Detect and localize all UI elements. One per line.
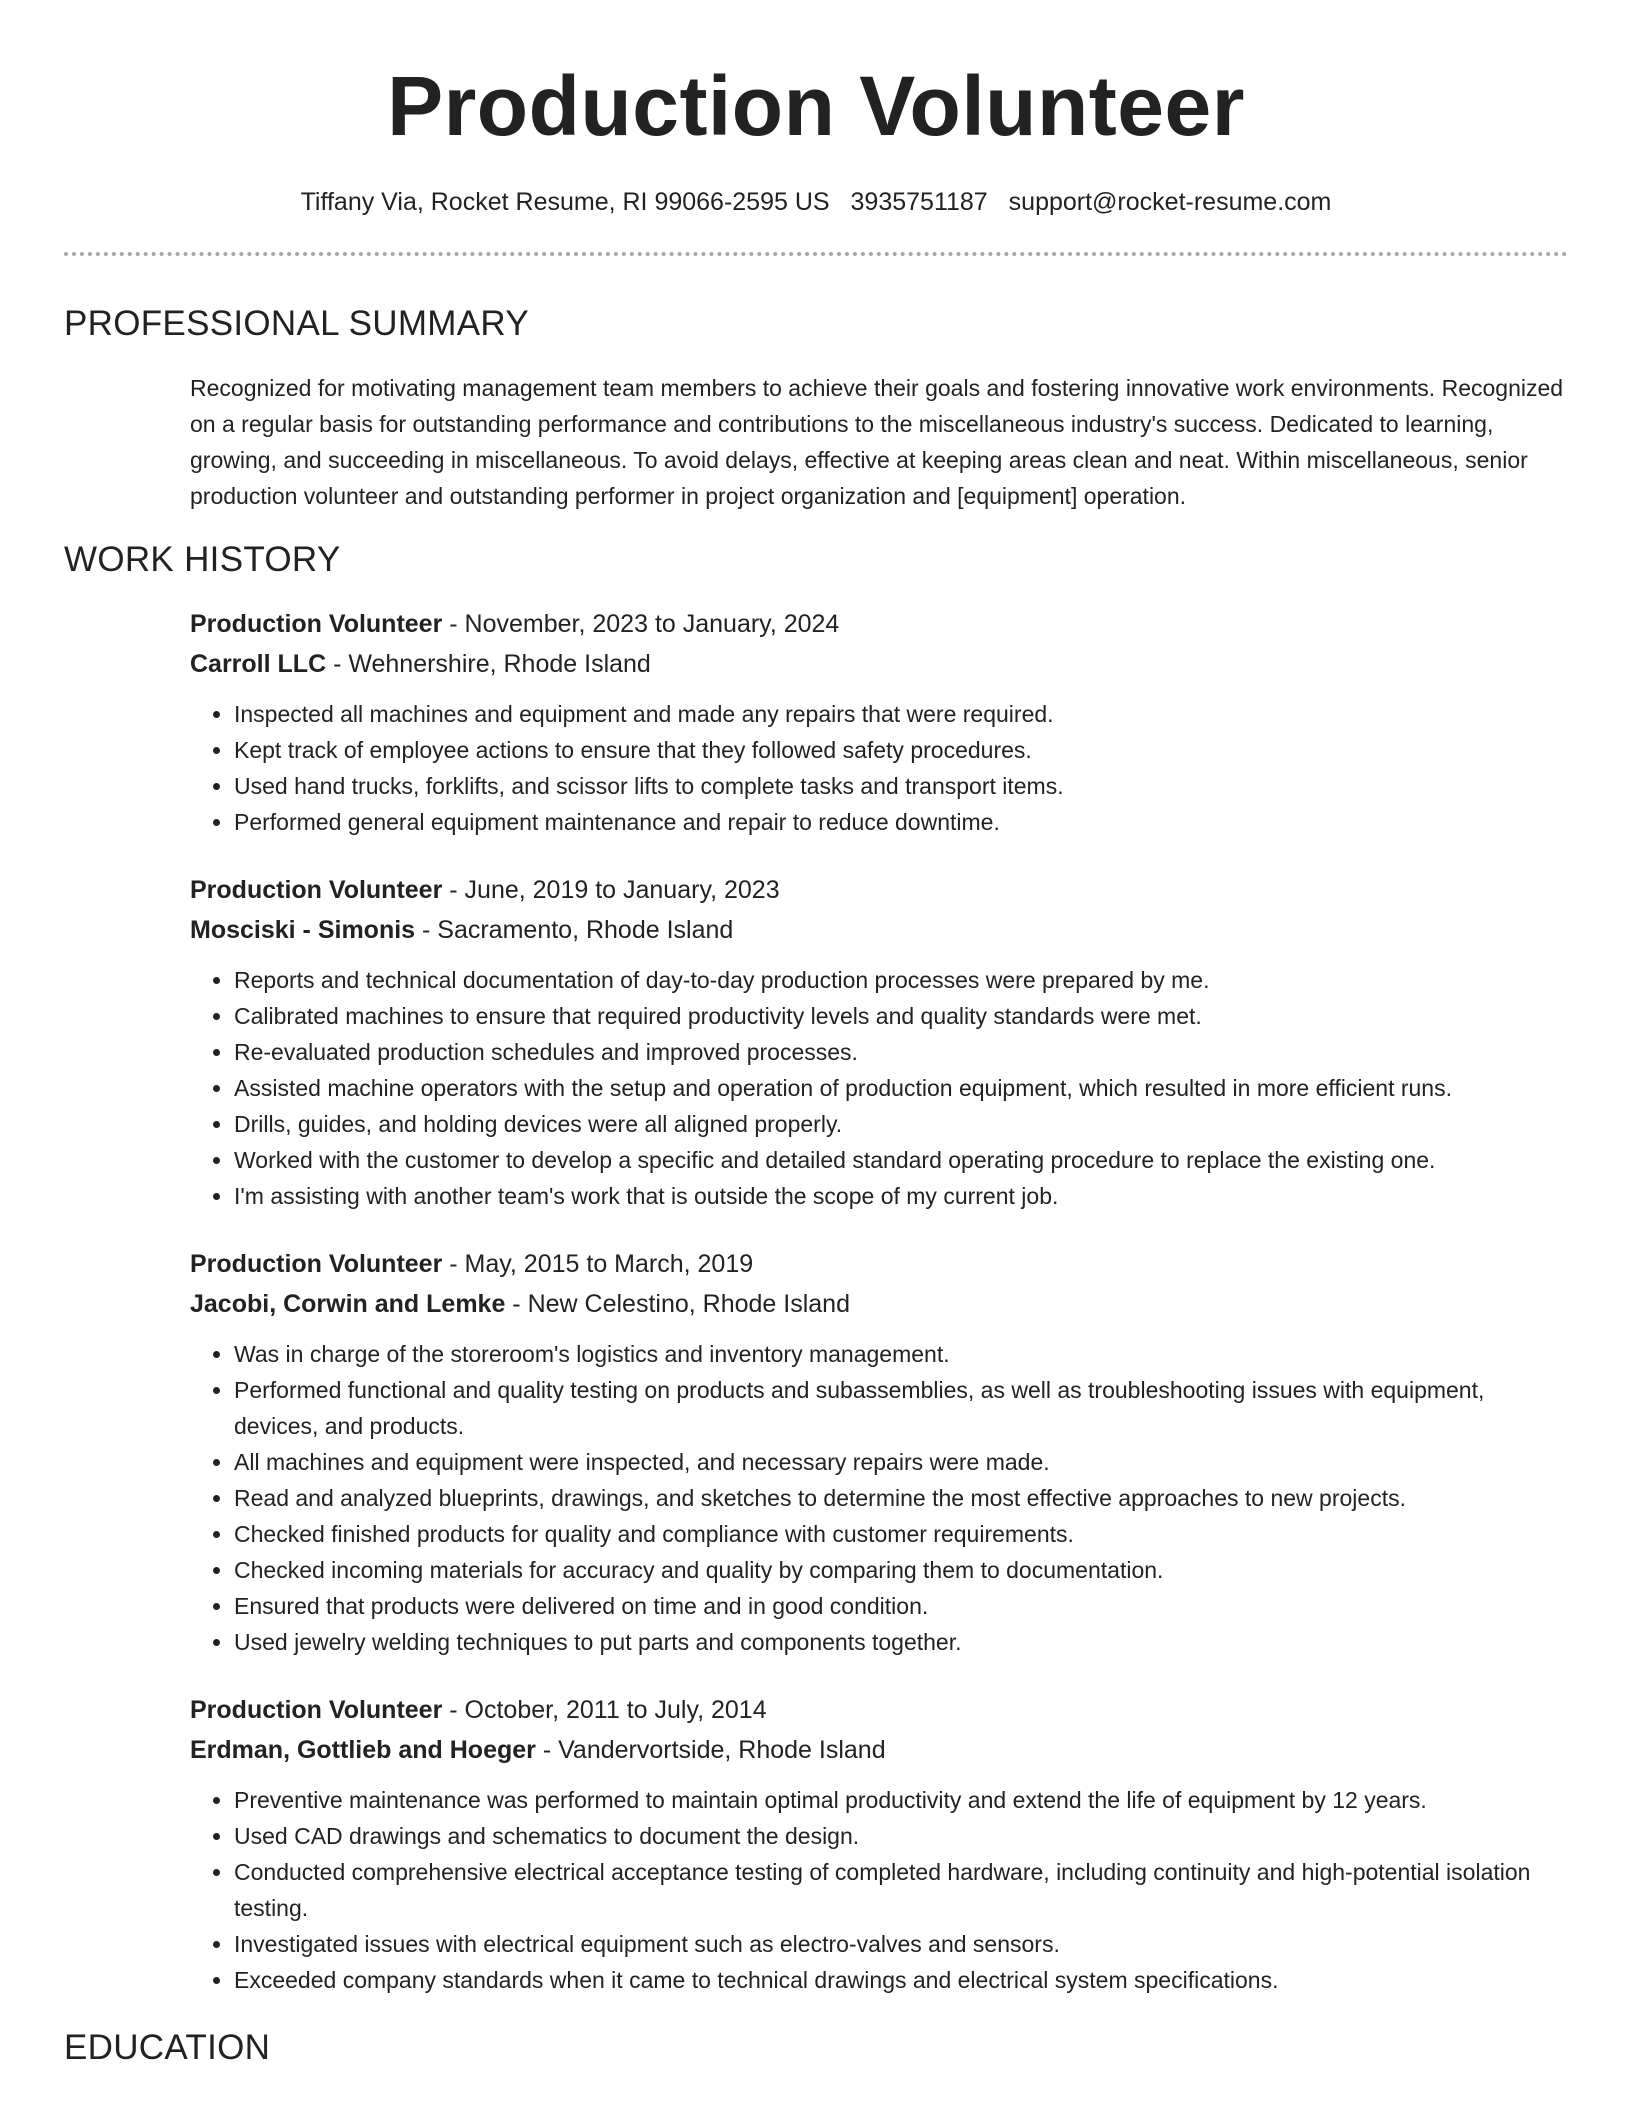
- job-location: - Vandervortside, Rhode Island: [535, 1736, 886, 1764]
- job-bullet: • Reports and technical documentation of day-to-day production processes were prepared by me.: [234, 962, 1568, 998]
- job-role-line: [190, 1244, 1568, 1284]
- job-role: Production Volunteer: [190, 1250, 443, 1278]
- resume-name: Production Volunteer: [387, 59, 1245, 153]
- contact-email: support@rocket-resume.com: [1008, 188, 1332, 216]
- job-bullets: [190, 696, 1568, 840]
- job-bullet: • All machines and equipment were inspected, and necessary repairs were made.: [234, 1444, 1568, 1480]
- header-divider: [64, 252, 1568, 256]
- job-bullet: • Performed general equipment maintenance and repair to reduce downtime.: [234, 804, 1568, 840]
- job-dates: - November, 2023 to January, 2024: [442, 610, 840, 638]
- job-bullet: • Preventive maintenance was performed to maintain optimal productivity and extend the life of equipment by 12 years.: [234, 1782, 1568, 1818]
- resume-page: [64, 0, 1568, 2070]
- job-role-line: [190, 870, 1568, 910]
- job-role-line: [190, 1690, 1568, 1730]
- job-bullet: • Re-evaluated production schedules and improved processes.: [234, 1034, 1568, 1070]
- job-bullet: • Kept track of employee actions to ensure that they followed safety procedures.: [234, 732, 1568, 768]
- job-company-line: [190, 1284, 1568, 1324]
- job-dates: - May, 2015 to March, 2019: [442, 1250, 754, 1278]
- job-entry: [190, 604, 1568, 840]
- job-role-line: [190, 604, 1568, 644]
- contact-phone: 3935751187: [850, 188, 988, 216]
- job-bullet: • Used CAD drawings and schematics to document the design.: [234, 1818, 1568, 1854]
- job-role: Production Volunteer: [190, 610, 443, 638]
- job-entry: [190, 1244, 1568, 1660]
- job-bullet: • Assisted machine operators with the setup and operation of production equipment, which resulted in more efficient runs.: [234, 1070, 1568, 1106]
- job-bullet: • Inspected all machines and equipment and made any repairs that were required.: [234, 696, 1568, 732]
- job-bullet: • Drills, guides, and holding devices were all aligned properly.: [234, 1106, 1568, 1142]
- section-title-summary: PROFESSIONAL SUMMARY: [64, 304, 529, 343]
- job-bullets: [190, 1782, 1568, 1998]
- job-bullet: • Was in charge of the storeroom's logistics and inventory management.: [234, 1336, 1568, 1372]
- contact-address: Tiffany Via, Rocket Resume, RI 99066-2595 US: [300, 188, 830, 216]
- job-bullets: [190, 1336, 1568, 1660]
- job-entry: [190, 870, 1568, 1214]
- job-bullet: • I'm assisting with another team's work that is outside the scope of my current job.: [234, 1178, 1568, 1214]
- job-bullet: • Ensured that products were delivered on time and in good condition.: [234, 1588, 1568, 1624]
- job-bullets: [190, 962, 1568, 1214]
- section-title-work-history: WORK HISTORY: [64, 540, 341, 579]
- job-bullet: • Worked with the customer to develop a specific and detailed standard operating procedure to replace the existing one.: [234, 1142, 1568, 1178]
- job-company: Jacobi, Corwin and Lemke: [190, 1290, 506, 1318]
- job-role: Production Volunteer: [190, 876, 443, 904]
- job-location: - New Celestino, Rhode Island: [505, 1290, 850, 1318]
- job-bullet: • Exceeded company standards when it came to technical drawings and electrical system specifications.: [234, 1962, 1568, 1998]
- job-bullet: • Checked incoming materials for accuracy and quality by comparing them to documentation.: [234, 1552, 1568, 1588]
- summary-text: Recognized for motivating management team members to achieve their goals and fostering innovative work environments. Recognized on a regular basis for outstanding performance and contributions to the miscellaneous industry's success. Dedicated to learning, growing, and succeeding in miscellaneous. To avoid delays, effective at keeping areas clean and neat. Within miscellaneous, senior production volunteer and outstanding performer in project organization and [equipment] operation.: [190, 375, 1564, 509]
- job-location: - Wehnershire, Rhode Island: [326, 650, 651, 678]
- job-bullet: • Read and analyzed blueprints, drawings, and sketches to determine the most effective approaches to new projects.: [234, 1480, 1568, 1516]
- job-company-line: [190, 1730, 1568, 1770]
- job-role: Production Volunteer: [190, 1696, 443, 1724]
- job-bullet: • Used jewelry welding techniques to put parts and components together.: [234, 1624, 1568, 1660]
- contact-line: [64, 186, 1568, 218]
- job-bullet: • Used hand trucks, forklifts, and scissor lifts to complete tasks and transport items.: [234, 768, 1568, 804]
- job-location: - Sacramento, Rhode Island: [415, 916, 734, 944]
- job-dates: - June, 2019 to January, 2023: [442, 876, 780, 904]
- job-company: Mosciski - Simonis: [190, 916, 416, 944]
- job-bullet: • Checked finished products for quality and compliance with customer requirements.: [234, 1516, 1568, 1552]
- job-bullet: • Performed functional and quality testing on products and subassemblies, as well as troubleshooting issues with equipment, devices, and products.: [234, 1372, 1568, 1444]
- job-entry: [190, 1690, 1568, 1998]
- job-company: Carroll LLC: [190, 650, 327, 678]
- job-company-line: [190, 644, 1568, 684]
- job-company: Erdman, Gottlieb and Hoeger: [190, 1736, 536, 1764]
- job-dates: - October, 2011 to July, 2014: [442, 1696, 767, 1724]
- section-title-education: EDUCATION: [64, 2028, 271, 2067]
- job-company-line: [190, 910, 1568, 950]
- job-bullet: • Conducted comprehensive electrical acceptance testing of completed hardware, including continuity and high-potential isolation testing.: [234, 1854, 1568, 1926]
- job-bullet: • Calibrated machines to ensure that required productivity levels and quality standards were met.: [234, 998, 1568, 1034]
- job-bullet: • Investigated issues with electrical equipment such as electro-valves and sensors.: [234, 1926, 1568, 1962]
